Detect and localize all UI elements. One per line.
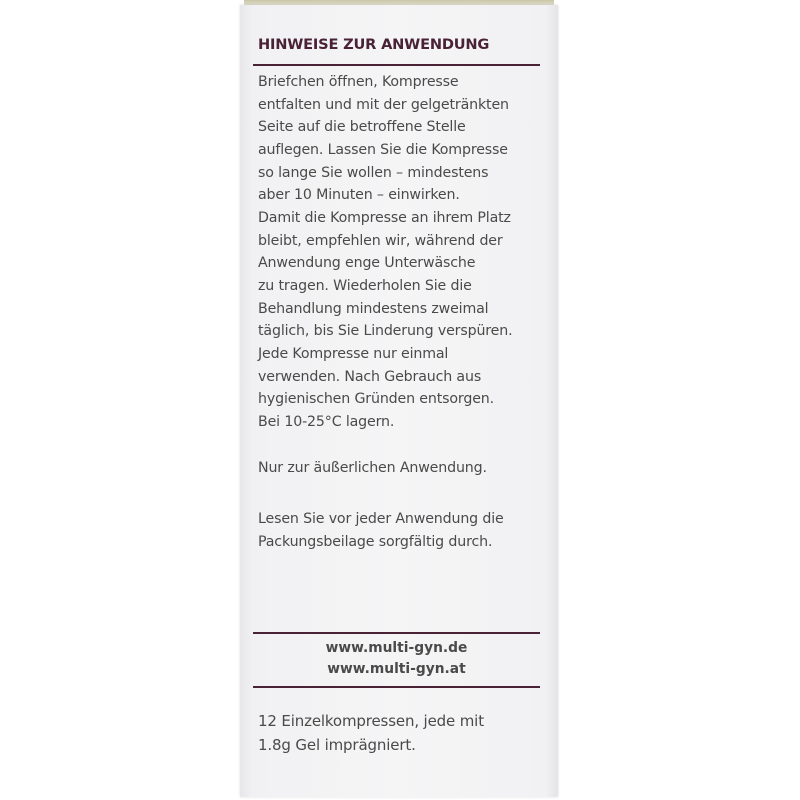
external-use-note: Nur zur äußerlichen Anwendung. [258,460,487,476]
website-bottom-divider [253,686,540,688]
leaflet-note: Lesen Sie vor jeder Anwendung die Packungsbeilage sorgfältig durch. [258,511,504,550]
heading-divider [253,64,540,66]
usage-instructions-heading: HINWEISE ZUR ANWENDUNG [258,36,490,53]
package-contents-text: 12 Einzelkompressen, jede mit 1.8g Gel imprägniert. [258,712,484,754]
website-at: www.multi-gyn.at [327,661,466,677]
usage-instructions-text: Briefchen öffnen, Kompresse entfalten und mit der gelgetränkten Seite auf die betroffene Stelle auflegen. Lassen Sie die Kompresse so lange Sie wollen – mindestens aber 10 Minuten – einwirken. Damit die Kompresse an ihrem Platz bleibt, empfehlen wir, während der Anwendung enge Unterwäsche zu tragen. Wiederholen Sie die Behandlung mindestens zweimal täglich, bis Sie Linderung verspüren. Jede Kompresse nur einmal verwenden. Nach Gebrauch aus hygienischen Gründen entsorgen. Bei 10-25°C lagern. [258,74,513,430]
website-de: www.multi-gyn.de [325,640,468,656]
website-top-divider [253,632,540,634]
